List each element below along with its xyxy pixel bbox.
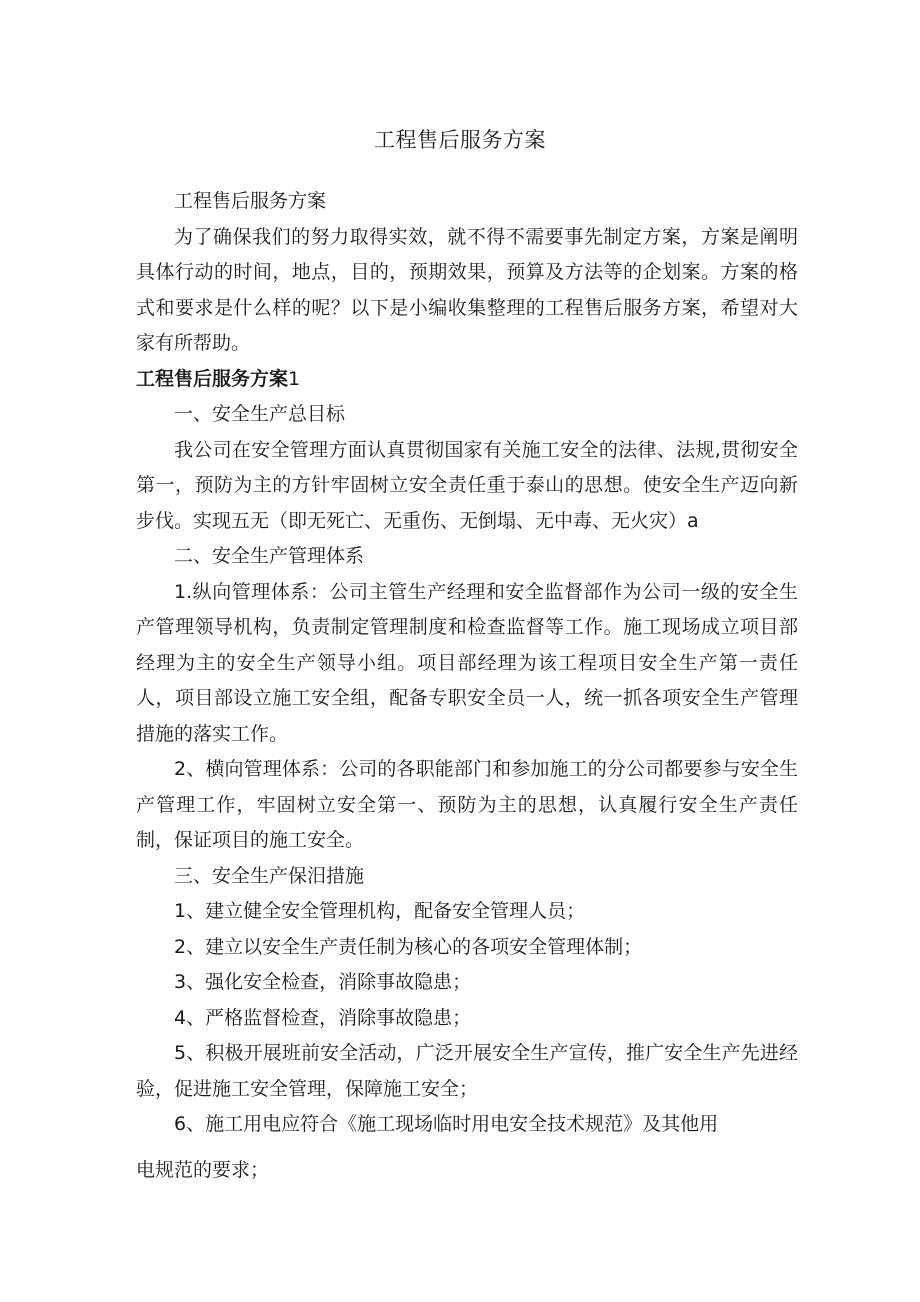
- document-title: 工程售后服务方案: [374, 128, 546, 152]
- measure-item: 6、施工用电应符合《施工现场临时用电安全技术规范》及其他用: [174, 1113, 719, 1135]
- system-heading: 二、安全生产管理体系: [174, 545, 365, 567]
- measure-item: 2、建立以安全生产责任制为核心的各项安全管理体制；: [174, 935, 643, 958]
- intro-paragraph: 为了确保我们的努力取得实效，就不得不需要事先制定方案，方案是阐明具体行动的时间，地点，目的，预期效果，预算及方法等的企划案。方案的格式和要求是什么样的呢？以下是小编收集整理的工程售后服务方案，希望对大家有所帮助。: [136, 225, 798, 354]
- target-heading: 一、安全生产总目标: [174, 403, 346, 425]
- continuation-text: 电规范的要求；: [136, 1158, 270, 1181]
- measure-item: 5、积极开展班前安全活动，广泛开展安全生产宣传，推广安全生产先进经验，促进施工安全管理，保障施工安全；: [136, 1042, 798, 1100]
- document-body: [136, 184, 798, 1188]
- measure-item: 1、建立健全安全管理机构，配备安全管理人员；: [174, 900, 586, 922]
- section-heading-number: 1: [288, 367, 301, 390]
- measure-item: 3、强化安全检查，消除事故隐患；: [174, 971, 472, 993]
- subtitle-paragraph: 工程售后服务方案: [174, 190, 327, 212]
- section-heading: [136, 362, 798, 398]
- section-heading-text: 工程售后服务方案: [136, 367, 289, 390]
- measures-heading: 三、安全生产保汨措施: [174, 864, 365, 887]
- vertical-system-paragraph: 1.纵向管理体系：公司主管生产经理和安全监督部作为公司一级的安全生产管理领导机构，负责制定管理制度和检查监督等工作。施工现场成立项目部经理为主的安全生产领导小组。项目部经理为该工程项目安全生产第一责任人，项目部设立施工安全组，配备专职安全员一人，统一抓各项安全生产管理措施的落实工作。: [136, 580, 798, 745]
- target-paragraph: 我公司在安全管理方面认真贯彻国家有关施工安全的法律、法规,贯彻安全第一，预防为主的方针牢固树立安全责任重于泰山的思想。使安全生产迈向新步伐。实现五无（即无死亡、无重伤、无倒塌、无中毒、无火灾）a: [136, 438, 798, 532]
- measure-item: 4、严格监督检查，消除事故隐患；: [174, 1006, 472, 1029]
- horizontal-system-paragraph: 2、横向管理体系：公司的各职能部门和参加施工的分公司都要参与安全生产管理工作，牢固树立安全第一、预防为主的思想，认真履行安全生产责任制，保证项目的施工安全。: [136, 758, 798, 851]
